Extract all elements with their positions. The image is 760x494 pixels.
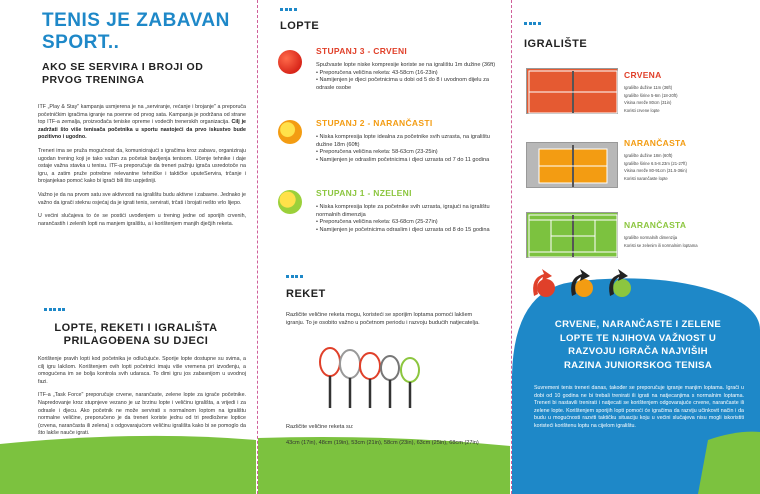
main-title-line1: TENIS JE ZABAVAN — [42, 10, 230, 31]
red-court-info — [624, 70, 756, 114]
stage2-bullet: • Preporučena veličina reketa: 58-63cm (23-25in) — [316, 149, 504, 157]
panel-left — [0, 0, 256, 494]
main-subtitle-line1: AKO SE SERVIRA I BROJI OD — [42, 61, 204, 73]
orange-court-line: Koristi narančaste lopte — [624, 175, 668, 181]
green-court-diagram — [526, 212, 618, 258]
igraliste-marker-dots — [524, 22, 541, 25]
headline-line1: CRVENE, NARANČASTE I ZELENE — [554, 319, 722, 330]
stage2-title: STUPANJ 2 - NARANČASTI — [316, 118, 433, 128]
stage3-text: Spužvaste lopte niske kompresije koriste se na igralištu 1m dužine (36ft) — [316, 62, 496, 68]
closing-text: Suvremeni tenis treneri danas, također se preporučuje igranje manjim loptama. Igrači u dobi od 10 godina ne bi trebali trenirati ili igrati na natjecanjima s normalnim loptama. Treneri bi nastavili trenirati i natjecati se korištenjem odgovarajuće crvene, narančaste ili zelene lopte. Korištenjem sporijih lopti pomoći će igračima da razviju učinkovit način i da budu u mogućnosti razviti taktičku situaciju koju u većini slučajeva nisu mogli iskoristiti koristeći korištenu loptu na cijelom igralištu. — [534, 385, 744, 429]
headline-line3: RAZVOJU IGRAČA NAJVIŠIH — [568, 346, 708, 357]
red-cycle-arrow-icon — [533, 269, 555, 297]
green-field-decoration — [0, 0, 256, 494]
stage1-bullet: • Namijenjen je početnicima odraslim i djeci uzrasta od 8 do 15 godina — [316, 227, 504, 235]
green-court-title: NARANČASTA — [624, 220, 687, 230]
orange-court-title: NARANČASTA — [624, 138, 687, 148]
red-court-diagram — [526, 68, 618, 114]
progression-icons — [526, 266, 642, 306]
red-court-title: CRVENA — [624, 70, 662, 80]
green-field-decoration — [258, 0, 510, 494]
stage2-bullet: • Namijenjen je odraslim početnicima i djeci uzrasta od 7 do 11 godina — [316, 157, 504, 165]
orange-court-line: Visina mreže 80-91cm (31.5-36in) — [624, 168, 687, 174]
reket-sizes-title: Različite veličine reketa su: — [286, 424, 354, 430]
headline-line4: RAZINA JUNIORSKOG TENISA — [563, 359, 713, 371]
reket-sizes: 43cm (17in), 48cm (19in), 53cm (21in), 58cm (23in), 63cm (25in), 68cm (27in) — [286, 440, 479, 446]
intro-paragraph-2: Treneri ima se pruža mogućnost da, komunicirajući s igračima kroz zabavu, organiziraju ugodan trening koji je tako važan za početak bavljenja tenisom. Učenje tehnike i daje ostaje važna stavka u tenisu. ITF-a preporučuje da treneri pažnju igrača usredotoče na igru, a zatim pruže potrebne relevantne tehničke i taktičke uputeServira, trčanje i brojanjekao pomoć kako bi igrači bili što uspješniji. — [38, 147, 246, 185]
section2-paragraph-1: Korištenje pravih lopti kod početnika je odlučujuće. Sporije lopte dostupne su svima, a cilj igru lakšom. Korištenjem ovih lopti početnici imaju više vremena pri izvođenju, a omogućena im se bolja kontrola svih udaraca. To dimi igru jos zabavnijom u uvodnoj fazi. — [38, 356, 246, 385]
green-court-info — [624, 220, 756, 249]
stage3-title: STUPANJ 3 - CRVENI — [316, 46, 408, 56]
stage1-bullet: • Niska kompresija lopte za početnike svih uzrasta, igrajući na igralištu normalnih dimenzija — [316, 204, 504, 219]
main-title-line2: SPORT.. — [42, 32, 120, 53]
intro-paragraph-3: Važno je da na prvom satu sve aktivnosti na igralištu budu aktivne i zabavne. Jednako je važno da igrači steknu osjećaj da je igrati tenis, servirati, trčati i brojati nešto vrlo lijepo. — [38, 191, 246, 206]
red-court-line: Igralište dužine 11m (36ft) — [624, 85, 673, 90]
intro-goal-bold: Cilj je zadržati što više tenisača početnika u sportu nastojeći da prvo iskustvo bude pozitivno i ugodno. — [38, 119, 246, 141]
section2-title-line1: LOPTE, REKETI I IGRALIŠTA — [54, 322, 218, 334]
reket-title: REKET — [286, 288, 326, 300]
stage1-bullet: • Preporučena veličina reketa: 63-68cm (25-27in) — [316, 219, 504, 227]
red-court-line: Visina mreže 80cm (31in) — [624, 100, 672, 106]
green-court-line: Koristi se zelenim ili normalnim loptama — [624, 242, 698, 248]
panel-right — [512, 0, 760, 494]
stage2-bullet: • Niska kompresija lopte idealna za početnike svih uzrasta, na igralištu dužine 18m (60ft) — [316, 134, 504, 149]
stage3-bullet: • Preporučena veličina reketa: 43-58cm (16-23in) — [316, 70, 504, 78]
headline-line2: LOPTE TE NJIHOVA VAŽNOST U — [559, 332, 717, 344]
stage3-bullet: • Namijenjen je djeci početnicima u dobi od 5 do 8 i uvodnom dijelu za odrasle osobe — [316, 77, 504, 92]
section2-title-line2: PRILAGOĐENA SU DJECI — [63, 335, 209, 347]
section2-paragraph-2: ITF-a „Task Force" preporučuje crvene, narančaste, zelene lopte za igrače početnike. Napredovanje kroz stupnjeve vezano je uz brzinu lopte i veličinu igrališta, a vrijedi i za odrasle i djecu. Ako početnik ne može servirati s normalnom loptom na igralištu normalne veličine, preporučeno je da treneri koriste jednu od tri predložene loptice (crvena, narančasta ili zelena) s odgovarajućom veličinu igrališta kako bi se pomoglo da što lakše nauče igrati. — [38, 392, 246, 437]
orange-court-line: Igralište širine 6.5-8.23m (21-27ft) — [624, 160, 687, 166]
orange-court-line: Igralište dužine 18m (60ft) — [624, 153, 673, 158]
red-court-line: Igralište širine 5-6m (18-20ft) — [624, 92, 678, 98]
green-court-line: Igralište normalnih dimenzija — [624, 235, 678, 240]
headline-block — [520, 318, 756, 372]
green-cycle-arrow-icon — [609, 269, 631, 297]
orange-court-diagram — [526, 142, 618, 188]
intro-paragraph-4: U većini slučajeva to će se postići uvođenjem u trening jedne od sporijih crvenih, narančastih i zelenih lopti na manjem igralištu, a i korištenjem manjih dječjih reketa. — [38, 213, 246, 227]
stage1-title: STUPANJ 1 - NZELENI — [316, 188, 412, 198]
red-court-line: Koristi crvene lopte — [624, 107, 660, 113]
lopte-title: LOPTE — [280, 20, 320, 32]
orange-cycle-arrow-icon — [571, 269, 593, 297]
reket-text: Različite veličine reketa mogu, koristeći se sporijim loptama pomoći lakšem igranju. To je osobito važno u početnom periodu i razvoju budućih natjecatelja. — [286, 312, 480, 326]
panel-middle — [258, 0, 510, 494]
igraliste-title: IGRALIŠTE — [524, 38, 588, 50]
main-subtitle-line2: PRVOG TRENINGA — [42, 74, 145, 86]
orange-court-info — [624, 138, 756, 182]
intro-paragraph-1: ITF „Play & Stay" kampanja usmjerena je na „serviranje, rećanje i brojanje" a preporuča početničkim igračima igranje na poenne od prvog sata. Kampanja je podržana od strane top ITF-a zemalja, proizvođača teniske opreme i vodećih trenerskih organizacija. Cilj je zadržati što više tenisača početnika u sportu nastojeći da prvo iskustvo bude pozitivno i ugodno. — [38, 104, 246, 141]
